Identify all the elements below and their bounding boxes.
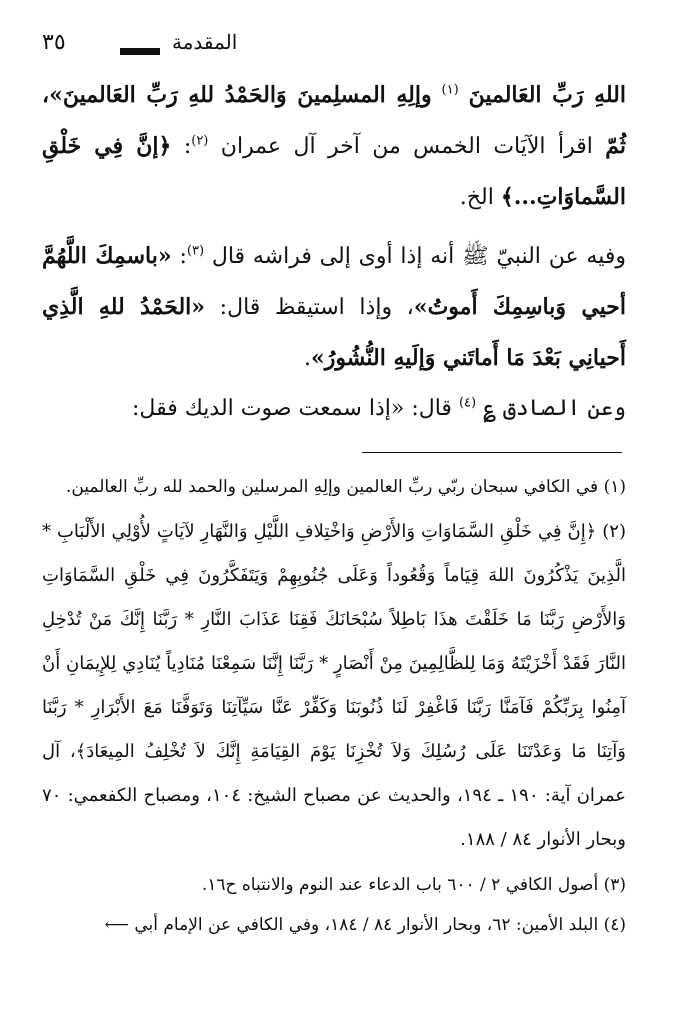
text-run: اقرأ الآيَات الخمس من آخر آل عمران <box>220 134 593 159</box>
supplication: «الحَمْدُ للهِ الَّذِي أَحيانِي بَعْدَ مَا أَماتَني وَإلَيهِ النُّشُورُ» <box>42 294 626 371</box>
header-rule <box>120 48 160 55</box>
footnote-ref-3[interactable]: (٣) <box>186 243 205 259</box>
footnotes <box>42 470 626 948</box>
footnote-2-source: ، آل عمران آية: ١٩٠ ـ ١٩٤، والحديث عن مصباح الشيخ: ١٠٤، ومصباح الكفعمي: ٧٠ وبحار الأنوار ٨٤ / ١٨٨. <box>42 741 627 850</box>
text-run: الخ. <box>459 185 501 210</box>
text-run: قال: «إذا سمعت صوت الديك فقل: <box>132 396 452 421</box>
footnote-ref-2[interactable]: (٢) <box>191 133 209 149</box>
text-run: ، وإذا استيقظ قال: <box>205 295 414 320</box>
footnote-ref-4[interactable]: (٤) <box>458 395 477 411</box>
footnote-ref-1[interactable]: (١) <box>441 82 459 98</box>
text-run: وعن الصادق ؏ <box>483 396 626 421</box>
quran-verse: ﴿إنَّ فِي خَلْقِ السَّماوَاتِ...﴾ <box>42 133 626 210</box>
paragraph-3 <box>42 384 626 434</box>
section-title: المقدمة <box>172 30 238 54</box>
page-number: ٣٥ <box>42 30 66 55</box>
footnote-4: (٤) البلد الأمين: ٦٢، وبحار الأنوار ٨٤ / ١٨٤، وفي الكافي عن الإمام أبي ⟵ <box>104 915 626 935</box>
footnote-1: (١) في الكافي سبحان ربّي ربِّ العالمين وإلِهِ المرسلين والحمد لله ربِّ العالمين. <box>65 477 626 497</box>
supplication: «باسمِكَ اللَّهُمَّ أحيي وَباسِمِكَ أَموتُ» <box>42 243 627 320</box>
footnote-3: (٣) أصول الكافي ٢ / ٦٠٠ باب الدعاء عند النوم والانتباه ح١٦. <box>201 875 626 895</box>
bold-phrase: اللهِ رَبِّ العَالمينَ <box>468 82 626 108</box>
text-run: . <box>304 346 312 371</box>
bold-phrase: وإلِهِ المسلِمينَ وَالحَمْدُ للهِ رَبِّ العَالمينَ»، ثُمّ <box>42 82 627 159</box>
footnote-divider <box>362 452 622 453</box>
text-run: : <box>171 134 192 159</box>
text-run: : <box>171 244 187 269</box>
footnote-2 <box>42 510 626 862</box>
main-text <box>42 70 626 434</box>
paragraph-2 <box>42 231 626 384</box>
page-header <box>36 28 256 62</box>
text-run: وفيه عن النبيّ ﷺ أنه إذا أوى إلى فراشه قال <box>211 244 627 269</box>
paragraph-1 <box>42 70 626 223</box>
footnote-2-verse: (٢) ﴿إِنَّ فِي خَلْقِ السَّمَاوَاتِ وَالأَرْضِ وَاخْتِلافِ اللَّيْلِ وَالنَّهَارِ لآيَاتٍ لأُوْلِي الأَلْبَابِ * الَّذِينَ يَذْكُرُونَ اللهَ قِيَاماً وَقُعُوداً وَعَلَى جُنُوبِهِمْ وَيَتَفَكَّرُونَ فِي خَلْقِ السَّمَاوَاتِ وَالأَرْضِ رَبَّنَا مَا خَلَقْتَ هذَا بَاطِلاً سُبْحَانَكَ فَقِنَا عَذَابَ النَّارِ * رَبَّنَا إِنَّكَ مَنْ تُدْخِلِ النَّارَ فَقَدْ أَخْزَيْتَهُ وَمَا لِلظَّالِمِينَ مِنْ أَنْصَارٍ * رَبَّنَا إِنَّنَا سَمِعْنَا مُنَادِياً يُنَادِي لِلإِيمَانِ أَنْ آمِنُوا بِرَبِّكُمْ فَآمَنَّا رَبَّنَا فَاغْفِرْ لَنَا ذُنُوبَنَا وَكَفِّرْ عَنَّا سَيِّآتِنَا وَتَوَفَّنَا مَعَ الأَبْرَارِ * رَبَّنَا وَآتِنَا مَا وَعَدْتَنَا عَلَى رُسُلِكَ وَلاَ تُخْزِنَا يَوْمَ القِيَامَةِ إِنَّكَ لاَ تُخْلِفُ المِيعَادَ﴾ <box>42 521 626 762</box>
